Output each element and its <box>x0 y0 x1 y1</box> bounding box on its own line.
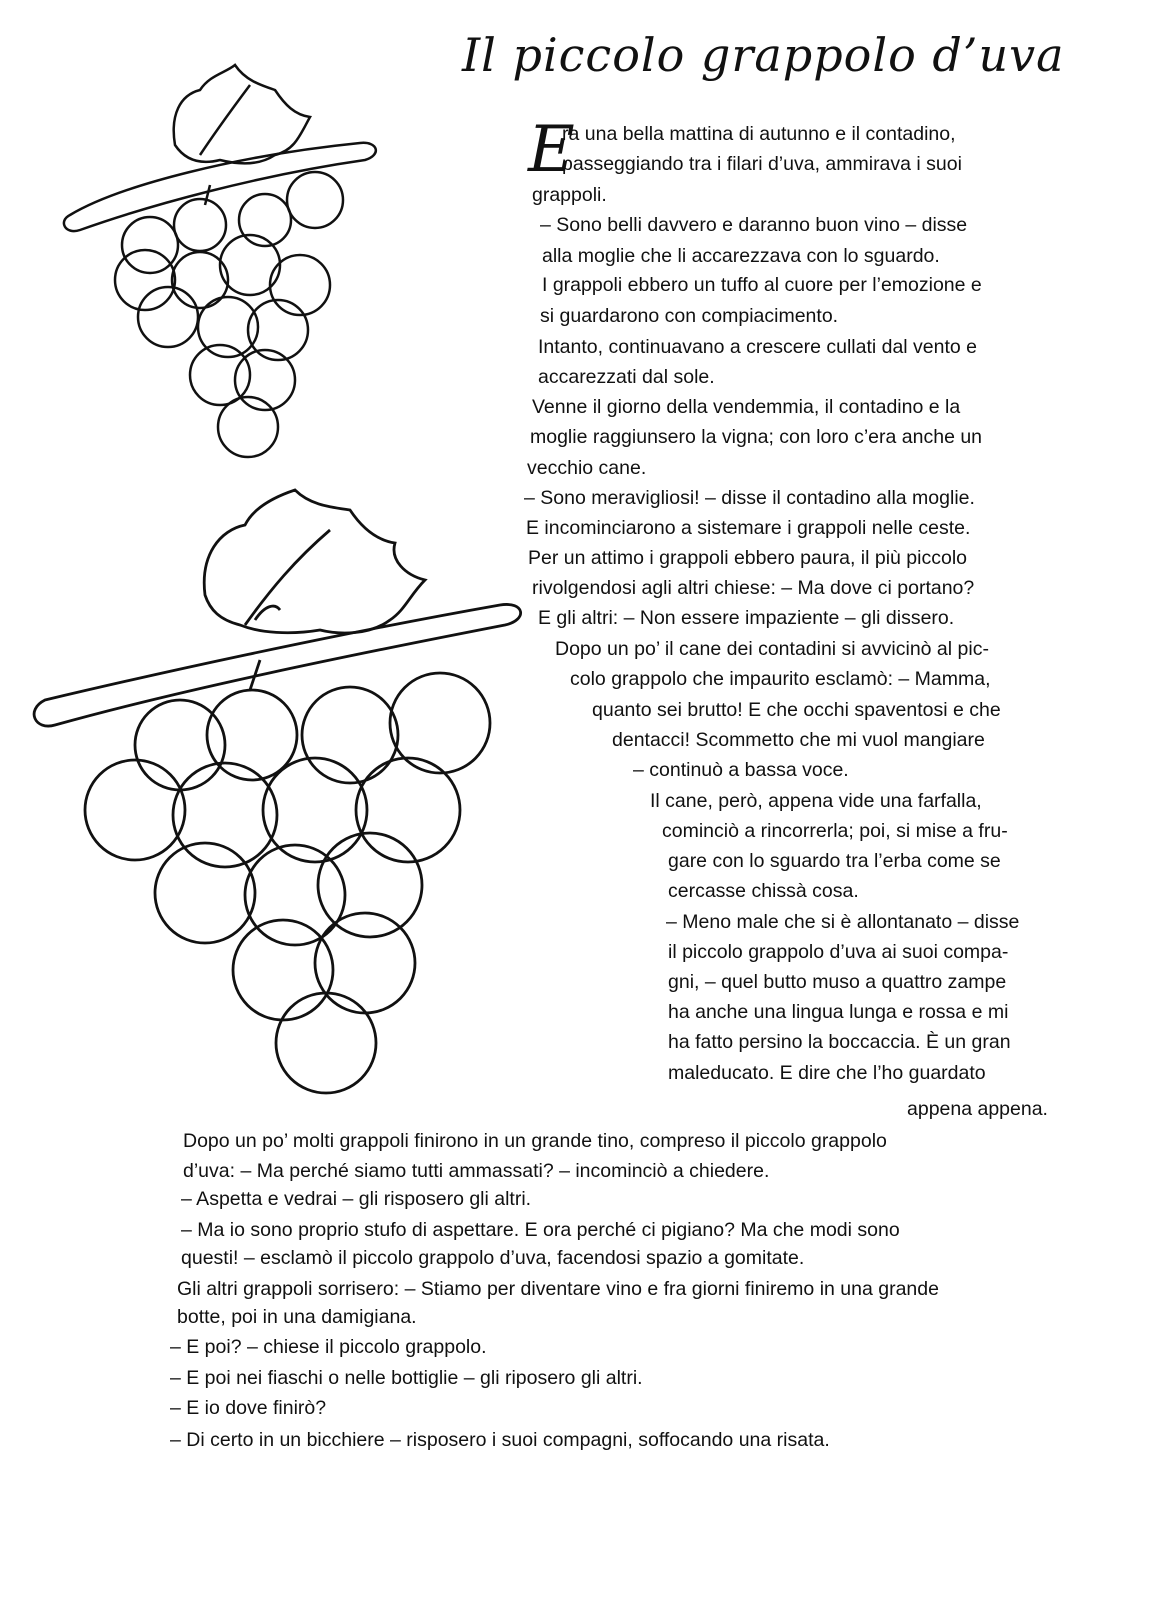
story-line: Per un attimo i grappoli ebbero paura, il più piccolo <box>528 547 968 569</box>
story-line: colo grappolo che impaurito esclamò: – Mamma, <box>570 668 991 690</box>
story-line: Dopo un po’ il cane dei contadini si avvicinò al pic- <box>555 638 989 660</box>
story-line: ha fatto persino la boccaccia. È un gran <box>668 1031 1011 1053</box>
story-line: – Ma io sono proprio stufo di aspettare. E ora perché ci pigiano? Ma che modi sono <box>181 1219 900 1241</box>
story-line: alla moglie che li accarezzava con lo sguardo. <box>542 245 940 267</box>
story-line: – Meno male che si è allontanato – disse <box>666 911 1020 933</box>
story-line: Dopo un po’ molti grappoli finirono in un grande tino, compreso il piccolo grappolo <box>183 1130 887 1152</box>
story-line: maleducato. E dire che l’ho guardato <box>668 1062 986 1084</box>
story-line: gni, – quel butto muso a quattro zampe <box>668 971 1007 993</box>
story-line: Il cane, però, appena vide una farfalla, <box>650 790 982 812</box>
story-line: – E poi? – chiese il piccolo grappolo. <box>170 1336 487 1358</box>
story-line: cercasse chissà cosa. <box>668 880 859 902</box>
story-line: gare con lo sguardo tra l’erba come se <box>668 850 1001 872</box>
story-line: grappoli. <box>532 184 607 206</box>
story-line: rivolgendosi agli altri chiese: – Ma dove ci portano? <box>532 577 975 599</box>
story-line: passeggiando tra i filari d’uva, ammirava i suoi <box>562 153 962 175</box>
story-line: E gli altri: – Non essere impaziente – gli dissero. <box>538 607 955 629</box>
story-line: il piccolo grappolo d’uva ai suoi compa- <box>668 941 1009 963</box>
drop-cap: E <box>528 113 575 187</box>
story-line: – Di certo in un bicchiere – risposero i suoi compagni, soffocando una risata. <box>170 1429 830 1451</box>
grape-bunch-large-illustration <box>30 485 540 1105</box>
story-line: questi! – esclamò il piccolo grappolo d’uva, facendosi spazio a gomitate. <box>181 1247 805 1269</box>
story-line: – E io dove finirò? <box>170 1397 327 1419</box>
story-line: E incominciarono a sistemare i grappoli nelle ceste. <box>526 517 971 539</box>
story-line: – E poi nei fiaschi o nelle bottiglie – gli riposero gli altri. <box>170 1367 643 1389</box>
story-line: Gli altri grappoli sorrisero: – Stiamo per diventare vino e fra giorni finiremo in una grande <box>177 1278 939 1300</box>
story-line: appena appena. <box>907 1098 1048 1120</box>
page-title: Il piccolo grappolo d’uva <box>462 28 1065 82</box>
story-line: accarezzati dal sole. <box>538 366 715 388</box>
story-line: moglie raggiunsero la vigna; con loro c’era anche un <box>530 426 983 448</box>
story-line: Venne il giorno della vendemmia, il contadino e la <box>532 396 961 418</box>
story-line: ra una bella mattina di autunno e il contadino, <box>562 123 956 145</box>
story-line: – Sono belli davvero e daranno buon vino – disse <box>540 214 968 236</box>
story-line: cominciò a rincorrerla; poi, si mise a fru- <box>662 820 1008 842</box>
story-line: ha anche una lingua lunga e rossa e mi <box>668 1001 1009 1023</box>
story-line: I grappoli ebbero un tuffo al cuore per l’emozione e <box>542 274 982 296</box>
story-line: d’uva: – Ma perché siamo tutti ammassati? – incominciò a chiedere. <box>183 1160 770 1182</box>
story-line: – Sono meravigliosi! – disse il contadino alla moglie. <box>524 487 975 509</box>
story-line: quanto sei brutto! E che occhi spaventosi e che <box>592 699 1001 721</box>
story-line: vecchio cane. <box>527 457 647 479</box>
story-line: – Aspetta e vedrai – gli risposero gli altri. <box>181 1188 532 1210</box>
story-line: si guardarono con compiacimento. <box>540 305 839 327</box>
story-line: botte, poi in una damigiana. <box>177 1306 417 1328</box>
story-line: Intanto, continuavano a crescere cullati dal vento e <box>538 336 978 358</box>
story-line: dentacci! Scommetto che mi vuol mangiare <box>612 729 985 751</box>
story-line: – continuò a bassa voce. <box>633 759 849 781</box>
grape-bunch-small-illustration <box>60 55 390 465</box>
